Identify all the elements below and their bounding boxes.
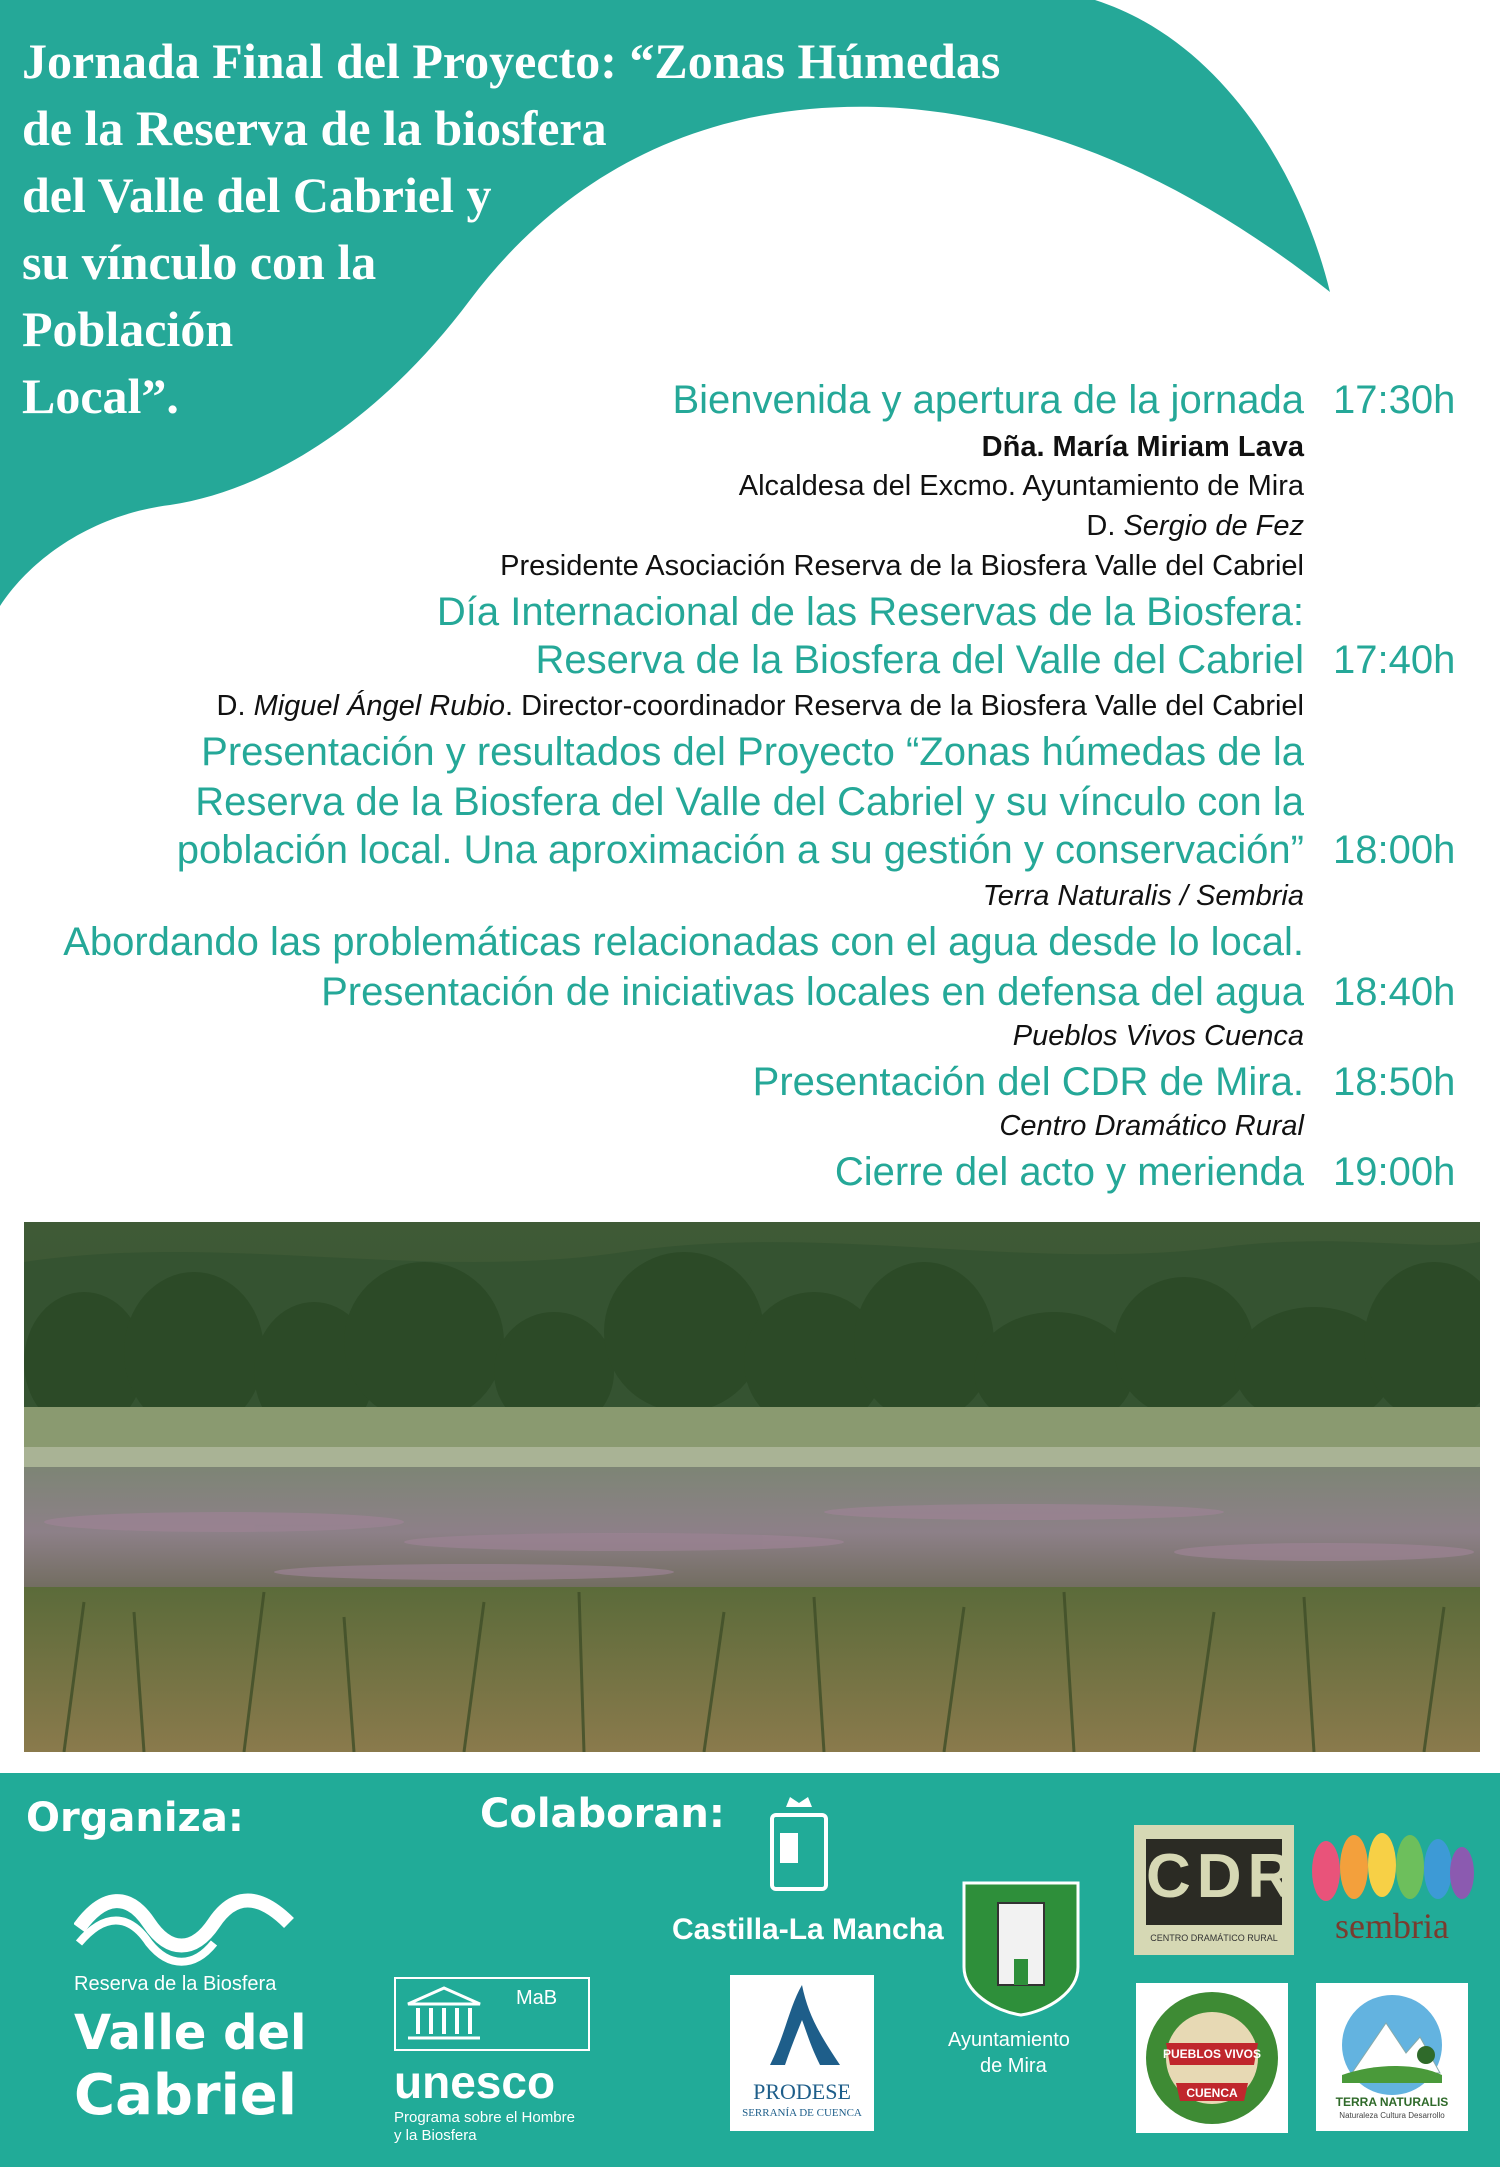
- wetland-landscape-photo: [24, 1222, 1480, 1752]
- unesco-sub1: Programa sobre el Hombre: [394, 2109, 575, 2126]
- speaker-miguel-prefix: D.: [216, 690, 254, 722]
- reserva-name-line2: Cabriel: [74, 2063, 297, 2128]
- terra-naturalis-subtext: Naturaleza Cultura Desarrollo: [1339, 2111, 1445, 2120]
- pueblos-vivos-text-1: PUEBLOS VIVOS: [1162, 2047, 1262, 2061]
- prodese-logo: [730, 1975, 874, 2131]
- speaker-miguel-name: Miguel Ángel Rubio: [253, 690, 506, 722]
- prodese-subtext: SERRANÍA DE CUENCA: [742, 2107, 862, 2119]
- sponsors-footer: [0, 1773, 1500, 2167]
- closing-time: 19:00h: [1333, 1150, 1456, 1194]
- cdr-by: Centro Dramático Rural: [999, 1110, 1304, 1142]
- title-line-1: Jornada Final del Proyecto: “Zonas Húmedas: [22, 33, 1001, 89]
- unesco-sub2: y la Biosfera: [394, 2127, 477, 2144]
- sembria-petals-icon: [1306, 1831, 1478, 1907]
- reserva-biosfera-small: Reserva de la Biosfera: [74, 1973, 277, 1995]
- pueblos-vivos-text-2: CUENCA: [1186, 2086, 1238, 2100]
- presentation-line-2: Reserva de la Biosfera del Valle del Cabriel y su vínculo con la: [195, 780, 1304, 824]
- speaker-sergio-name: Sergio de Fez: [1123, 510, 1304, 542]
- speaker-miguel-role: . Director-coordinador Reserva de la Biosfera Valle del Cabriel: [505, 690, 1304, 722]
- ayuntamiento-mira-shield-icon: [958, 1877, 1084, 2017]
- prodese-mountain-icon: [730, 1975, 874, 2075]
- presentation-line-1: Presentación y resultados del Proyecto “Zonas húmedas de la: [201, 730, 1304, 774]
- cdr-text: CDR: [1146, 1842, 1299, 1911]
- intl-day-line-2: Reserva de la Biosfera del Valle del Cabriel: [535, 638, 1304, 682]
- organiza-label: Organiza:: [26, 1795, 244, 1841]
- event-title: [22, 28, 1000, 430]
- speaker-sergio: [1086, 510, 1304, 543]
- cdr-subtext: CENTRO DRAMÁTICO RURAL: [1150, 1933, 1278, 1943]
- prodese-text: PRODESE: [753, 2079, 851, 2104]
- castilla-la-mancha-text: Castilla-La Mancha: [672, 1913, 944, 1946]
- unesco-mab-box: [394, 1977, 590, 2051]
- terra-naturalis-landscape-icon: [1316, 1983, 1468, 2095]
- cdr-title: Presentación del CDR de Mira.: [752, 1060, 1304, 1104]
- title-line-4: su vínculo con la: [22, 234, 377, 290]
- water-line-2: Presentación de iniciativas locales en defensa del agua: [321, 970, 1304, 1014]
- castilla-la-mancha-emblem-icon: [766, 1793, 832, 1893]
- welcome-time: 17:30h: [1333, 378, 1456, 422]
- cdr-logo: [1134, 1825, 1299, 1955]
- presentation-by: Terra Naturalis / Sembria: [982, 880, 1304, 912]
- sembria-logo: [1306, 1831, 1478, 1949]
- reserva-name-line1: Valle del: [74, 2005, 307, 2061]
- intl-day-time: 17:40h: [1333, 638, 1456, 682]
- pueblos-vivos-logo: [1136, 1983, 1288, 2133]
- water-line-1: Abordando las problemáticas relacionadas con el agua desde lo local.: [63, 920, 1304, 964]
- intl-day-line-1: Día Internacional de las Reservas de la Biosfera:: [436, 590, 1304, 634]
- presentation-time: 18:00h: [1333, 828, 1456, 872]
- cdr-time: 18:50h: [1333, 1060, 1456, 1104]
- terra-naturalis-logo: [1316, 1983, 1468, 2131]
- speaker-miriam-role: Alcaldesa del Excmo. Ayuntamiento de Mira: [738, 470, 1304, 502]
- unesco-temple-icon: [404, 1984, 484, 2044]
- mab-text: MaB: [516, 1987, 558, 2009]
- water-time: 18:40h: [1333, 970, 1456, 1014]
- water-by: Pueblos Vivos Cuenca: [1012, 1020, 1304, 1052]
- colaboran-label: Colaboran:: [480, 1791, 725, 1837]
- speaker-sergio-prefix: D.: [1086, 510, 1124, 542]
- speaker-sergio-role: Presidente Asociación Reserva de la Biosfera Valle del Cabriel: [500, 550, 1304, 582]
- speaker-miriam-name: Dña. María Miriam Lava: [981, 431, 1304, 463]
- welcome-title: Bienvenida y apertura de la jornada: [672, 378, 1304, 422]
- ayuntamiento-text-1: Ayuntamiento: [948, 2029, 1070, 2051]
- speaker-miguel: [217, 690, 1305, 723]
- title-line-5: Población: [22, 301, 234, 357]
- title-line-6: Local”.: [22, 368, 179, 424]
- sembria-text: sembria: [1335, 1906, 1449, 1946]
- ayuntamiento-text-2: de Mira: [980, 2055, 1047, 2077]
- title-line-2: de la Reserva de la biosfera: [22, 100, 607, 156]
- closing-title: Cierre del acto y merienda: [834, 1150, 1304, 1194]
- unesco-text: unesco: [394, 2056, 556, 2108]
- presentation-line-3: población local. Una aproximación a su gestión y conservación”: [176, 828, 1304, 872]
- reserva-biosfera-wave-icon: [74, 1883, 294, 1973]
- terra-naturalis-text: TERRA NATURALIS: [1335, 2095, 1449, 2109]
- title-line-3: del Valle del Cabriel y: [22, 167, 492, 223]
